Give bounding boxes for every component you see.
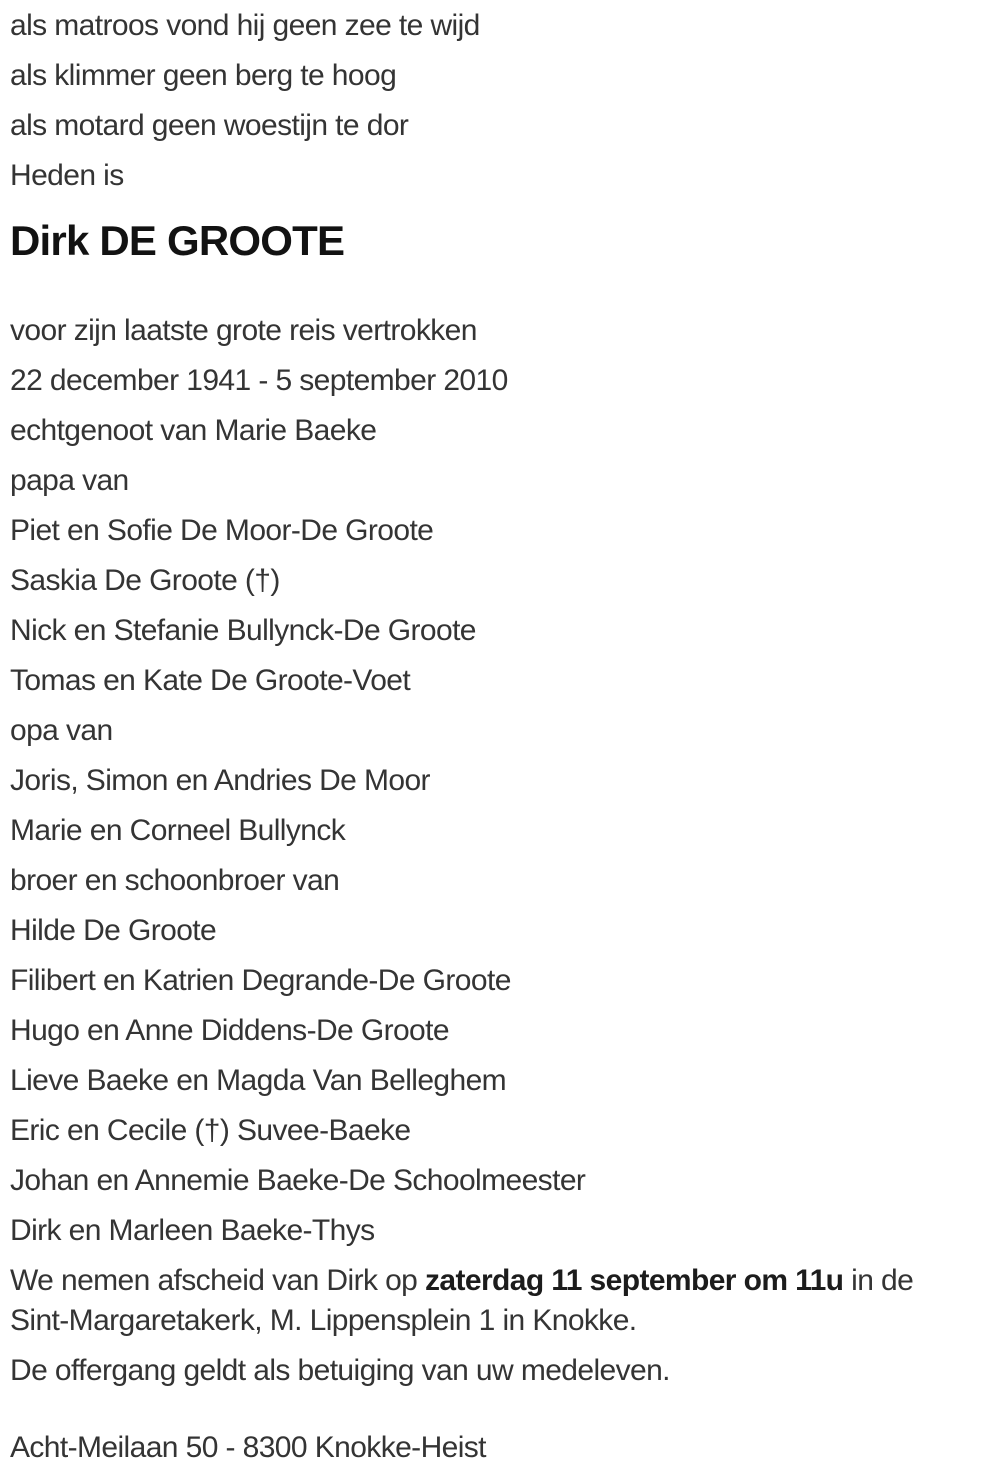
farewell-text-before: We nemen afscheid van Dirk op xyxy=(10,1264,425,1297)
family-member-line: Piet en Sofie De Moor-De Groote xyxy=(10,514,434,547)
poem-line: als motard geen woestijn te dor xyxy=(10,109,409,142)
family-member-line: Saskia De Groote (†) xyxy=(10,564,280,597)
offering-line: De offergang geldt als betuiging van uw medeleven. xyxy=(10,1354,670,1387)
family-member-line: Joris, Simon en Andries De Moor xyxy=(10,764,430,797)
ceremony-location: Sint-Margaretakerk, M. Lippensplein 1 in Knokke. xyxy=(10,1304,637,1337)
family-member-line: Johan en Annemie Baeke-De Schoolmeester xyxy=(10,1164,586,1197)
relation-label: papa van xyxy=(10,464,129,497)
address-line: Acht-Meilaan 50 - 8300 Knokke-Heist xyxy=(10,1431,486,1464)
deceased-name-heading: Dirk DE GROOTE xyxy=(10,217,345,264)
family-member-line: Tomas en Kate De Groote-Voet xyxy=(10,664,411,697)
family-member-line: Filibert en Katrien Degrande-De Groote xyxy=(10,964,511,997)
family-member-line: Eric en Cecile (†) Suvee-Baeke xyxy=(10,1114,411,1147)
poem-line: als matroos vond hij geen zee te wijd xyxy=(10,9,480,42)
relation-label: opa van xyxy=(10,714,113,747)
farewell-paragraph xyxy=(10,1261,990,1341)
family-member-line: Lieve Baeke en Magda Van Belleghem xyxy=(10,1064,507,1097)
poem-line: als klimmer geen berg te hoog xyxy=(10,59,397,92)
farewell-text-after: in de xyxy=(843,1264,914,1297)
family-member-line: Hugo en Anne Diddens-De Groote xyxy=(10,1014,449,1047)
spouse-line: echtgenoot van Marie Baeke xyxy=(10,414,377,447)
poem-line: Heden is xyxy=(10,159,124,192)
family-member-line: Dirk en Marleen Baeke-Thys xyxy=(10,1214,375,1247)
departure-line: voor zijn laatste grote reis vertrokken xyxy=(10,314,477,347)
family-member-line: Hilde De Groote xyxy=(10,914,217,947)
family-member-line: Nick en Stefanie Bullynck-De Groote xyxy=(10,614,476,647)
ceremony-datetime: zaterdag 11 september om 11u xyxy=(425,1264,844,1297)
relation-label: broer en schoonbroer van xyxy=(10,864,340,897)
family-member-line: Marie en Corneel Bullynck xyxy=(10,814,346,847)
obituary-content xyxy=(10,6,990,1468)
life-dates: 22 december 1941 - 5 september 2010 xyxy=(10,364,508,397)
